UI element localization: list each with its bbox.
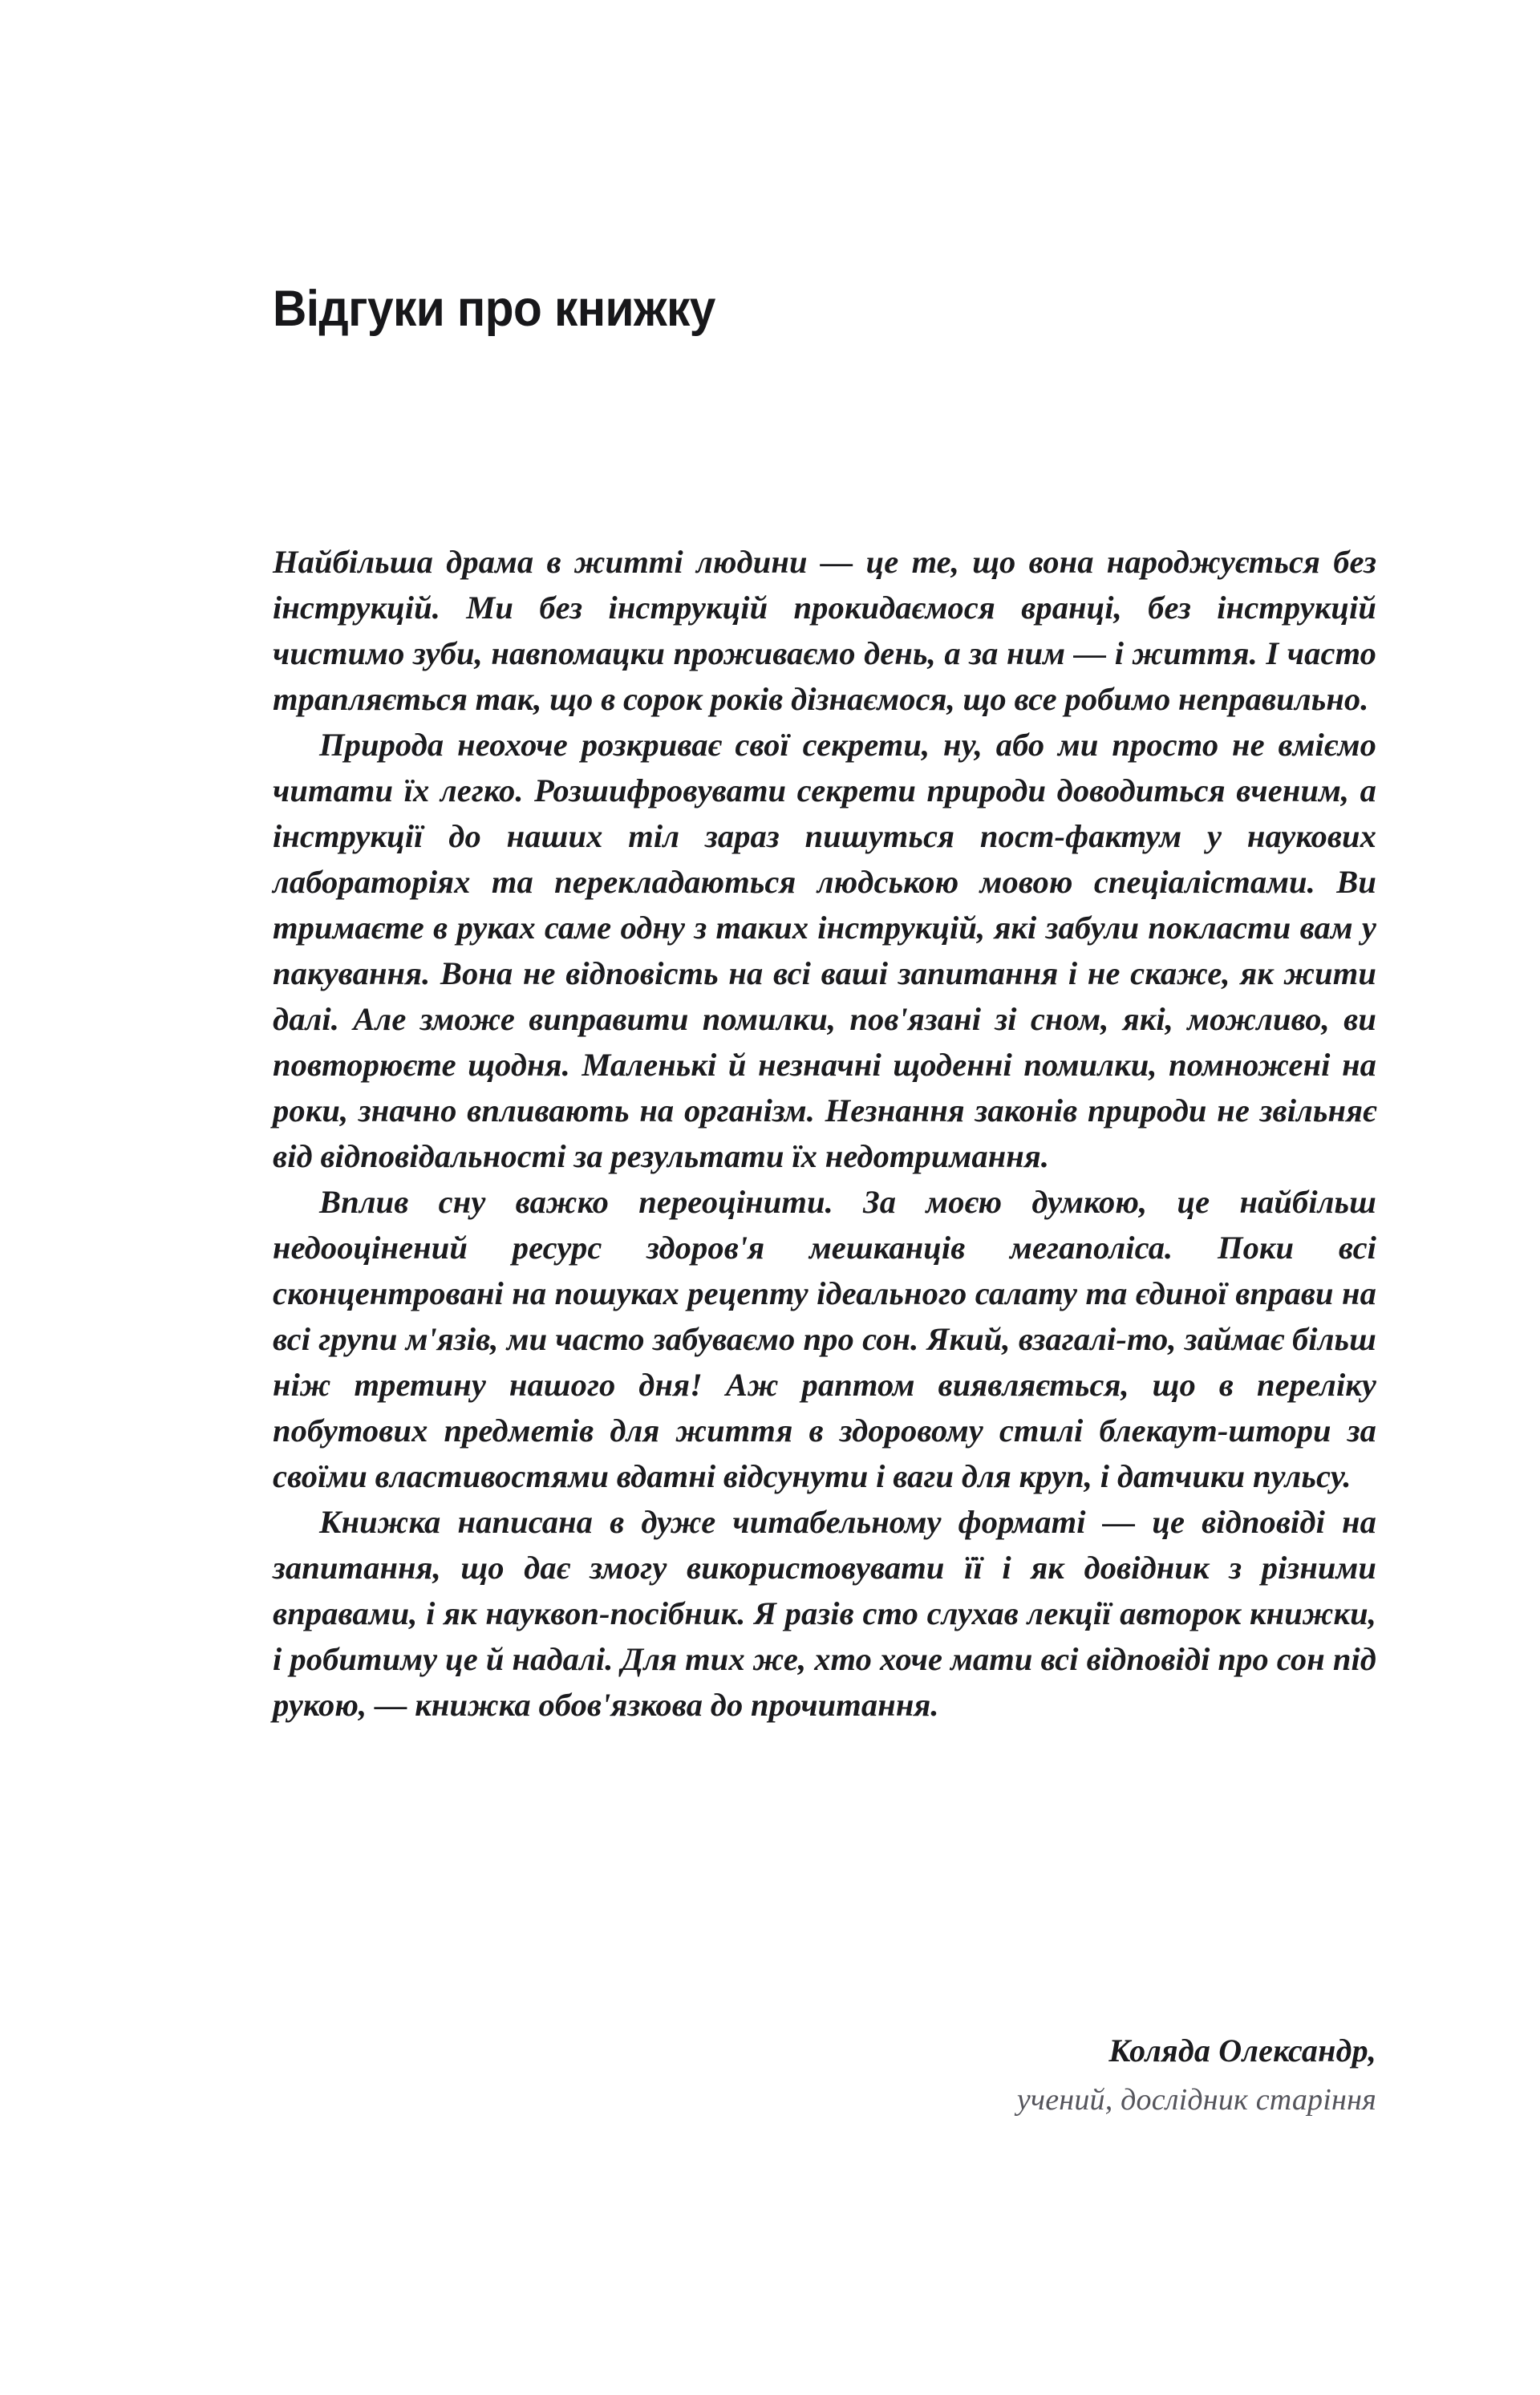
- review-paragraph: Природа неохоче розкриває свої секрети, ну, або ми просто не вміємо читати їх легко. Розшифровувати секрети природи доводиться вченим, а інструкції до наших тіл зараз пишуться пост-фактум у наукових лабораторіях та перекладаються людською мовою спеціалістами. Ви тримаєте в руках саме одну з таких інструкцій, які забули покласти вам у пакування. Вона не відповість на всі ваші запитання і не скаже, як жити далі. Але зможе виправити помилки, пов'язані зі сном, які, можливо, ви повторюєте щодня. Маленькі й незначні щоденні помилки, помножені на роки, значно впливають на організм. Незнання законів природи не звільняє від відповідальності за результати їх недотримання.: [273, 727, 1376, 1174]
- review-signature: [273, 2028, 1376, 2123]
- signature-role: учений, дослідник старіння: [1016, 2083, 1376, 2117]
- review-paragraph: Найбільша драма в житті людини — це те, що вона народжується без інструкцій. Ми без інструкцій прокидаємося вранці, без інструкцій чистимо зуби, навпомацки проживаємо день, а за ним — і життя. І часто трапляється так, що в сорок років дізнаємося, що все робимо неправильно.: [273, 544, 1376, 717]
- review-paragraph: Книжка написана в дуже читабельному форматі — це відповіді на запитання, що дає змогу використовувати її і як довідник з різними вправами, і як науквоп-посібник. Я разів сто слухав лекції авторок книжки, і робитиму це й надалі. Для тих же, хто хоче мати всі відповіді про сон під рукою, — книжка обов'язкова до прочитання.: [273, 1504, 1376, 1723]
- signature-name: Коляда Олександр,: [1108, 2032, 1376, 2069]
- review-body: [273, 539, 1376, 1728]
- review-paragraph: Вплив сну важко переоцінити. За моєю думкою, це найбільш недооцінений ресурс здоров'я мешканців мегаполіса. Поки всі сконцентровані на пошуках рецепту ідеального салату та єдиної вправи на всі групи м'язів, ми часто забуваємо про сон. Який, взагалі-то, займає більш ніж третину нашого дня! Аж раптом виявляється, що в переліку побутових предметів для життя в здоровому стилі блекаут-штори за своїми властивостями вдатні відсунути і ваги для круп, і датчики пульсу.: [273, 1184, 1376, 1494]
- page-title: Відгуки про книжку: [273, 281, 715, 338]
